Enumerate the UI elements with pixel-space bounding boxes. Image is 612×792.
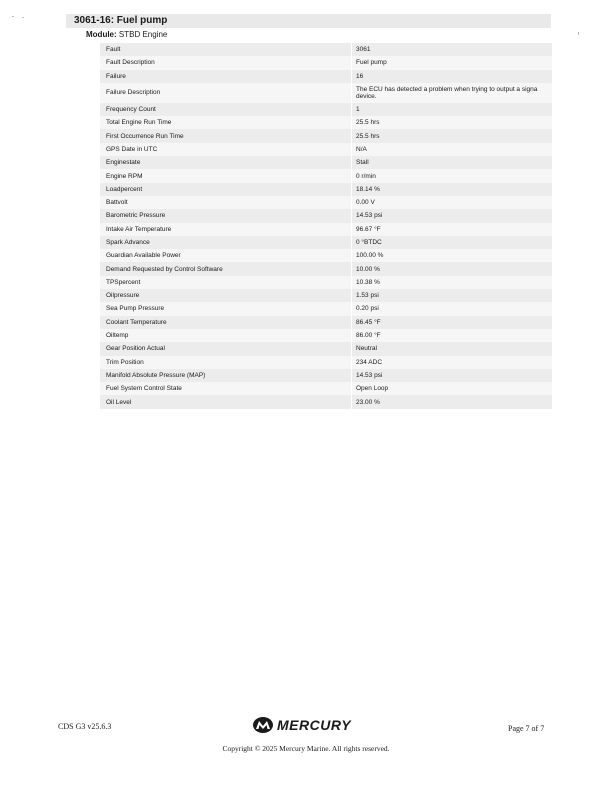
row-value: 10.00 % xyxy=(351,262,552,275)
row-label: Manifold Absolute Pressure (MAP) xyxy=(106,371,206,379)
table-row xyxy=(100,382,552,395)
row-value: 0.20 psi xyxy=(351,302,552,315)
table-row xyxy=(100,249,552,262)
table-row xyxy=(100,70,552,83)
table-row xyxy=(100,129,552,142)
row-label: Fault xyxy=(106,46,121,54)
row-value: 18.14 % xyxy=(351,183,552,196)
row-value: 14.53 psi xyxy=(351,369,552,382)
row-label: Barometric Pressure xyxy=(106,212,166,220)
row-value: 10.38 % xyxy=(351,276,552,289)
table-row xyxy=(100,369,552,382)
row-value: Stall xyxy=(351,156,552,169)
row-label: Guardian Available Power xyxy=(106,252,181,260)
row-label: Enginestate xyxy=(106,159,141,167)
table-row xyxy=(100,196,552,209)
row-label: Battvolt xyxy=(106,199,128,207)
row-value: 25.5 hrs xyxy=(351,129,552,142)
row-value: 234 ADC xyxy=(351,356,552,369)
table-row xyxy=(100,289,552,302)
scan-speck xyxy=(22,17,24,18)
scan-speck xyxy=(578,32,579,35)
table-row xyxy=(100,156,552,169)
row-label: Sea Pump Pressure xyxy=(106,305,165,313)
table-row xyxy=(100,356,552,369)
module-label: Module: xyxy=(86,30,117,39)
row-value: 14.53 psi xyxy=(351,209,552,222)
row-label: Demand Requested by Control Software xyxy=(106,265,223,273)
table-row xyxy=(100,183,552,196)
table-row xyxy=(100,103,552,116)
row-label: First Occurrence Run Time xyxy=(106,132,184,140)
table-row xyxy=(100,143,552,156)
table-row xyxy=(100,342,552,355)
table-row xyxy=(100,116,552,129)
mercury-logo xyxy=(252,716,351,734)
row-value: 86.45 °F xyxy=(351,316,552,329)
software-version: CDS G3 v25.6.3 xyxy=(58,722,112,731)
row-value: 16 xyxy=(351,70,552,83)
table-row xyxy=(100,83,552,103)
row-label: Trim Position xyxy=(106,358,144,366)
row-value: The ECU has detected a problem when trying to output a signa device. xyxy=(351,83,552,103)
table-row xyxy=(100,43,552,56)
row-value: Fuel pump xyxy=(351,56,552,69)
fault-title: 3061-16: Fuel pump xyxy=(74,15,168,26)
row-value: 25.5 hrs xyxy=(351,116,552,129)
copyright-notice: Copyright © 2025 Mercury Marine. All rights reserved. xyxy=(222,744,390,753)
mercury-m-icon xyxy=(252,716,274,734)
table-row xyxy=(100,169,552,182)
row-label: Frequency Count xyxy=(106,106,156,114)
row-label: Gear Position Actual xyxy=(106,345,165,353)
row-label: Engine RPM xyxy=(106,172,143,180)
row-label: Failure xyxy=(106,72,126,80)
row-label: Loadpercent xyxy=(106,185,143,193)
row-label: Oil Level xyxy=(106,398,132,406)
module-value: STBD Engine xyxy=(118,30,168,39)
table-row xyxy=(100,236,552,249)
row-label: Oilpressure xyxy=(106,292,140,300)
table-row xyxy=(100,316,552,329)
row-value: 0.00 V xyxy=(351,196,552,209)
page-number: Page 7 of 7 xyxy=(508,724,545,733)
row-value: 96.67 °F xyxy=(351,223,552,236)
row-value: Neutral xyxy=(351,342,552,355)
row-label: Failure Description xyxy=(106,89,161,97)
row-label: TPSpercent xyxy=(106,278,141,286)
table-row xyxy=(100,276,552,289)
fault-detail-table xyxy=(100,43,552,409)
row-value: 0 °BTDC xyxy=(351,236,552,249)
row-label: Coolant Temperature xyxy=(106,318,167,326)
row-value: N/A xyxy=(351,143,552,156)
module-line xyxy=(86,30,167,39)
table-row xyxy=(100,329,552,342)
row-label: Oiltemp xyxy=(106,332,129,340)
row-value: 1.53 psi xyxy=(351,289,552,302)
table-row xyxy=(100,395,552,408)
brand-name: MERCURY xyxy=(277,717,352,733)
row-value: 3061 xyxy=(351,43,552,56)
row-label: GPS Date in UTC xyxy=(106,145,158,153)
row-value: 23.00 % xyxy=(351,395,552,408)
row-label: Total Engine Run Time xyxy=(106,119,172,127)
fault-title-bar xyxy=(66,14,551,28)
row-label: Intake Air Temperature xyxy=(106,225,172,233)
row-label: Spark Advance xyxy=(106,239,150,246)
table-row xyxy=(100,223,552,236)
row-value: Open Loop xyxy=(351,382,552,395)
row-label: Fuel System Control State xyxy=(106,385,182,393)
row-value: 100.00 % xyxy=(351,249,552,262)
table-row xyxy=(100,56,552,69)
row-label: Fault Description xyxy=(106,59,155,67)
scan-speck xyxy=(12,16,14,17)
table-row xyxy=(100,262,552,275)
row-value: 0 r/min xyxy=(351,169,552,182)
row-value: 86.00 °F xyxy=(351,329,552,342)
table-row xyxy=(100,209,552,222)
row-value: 1 xyxy=(351,103,552,116)
table-row xyxy=(100,302,552,315)
